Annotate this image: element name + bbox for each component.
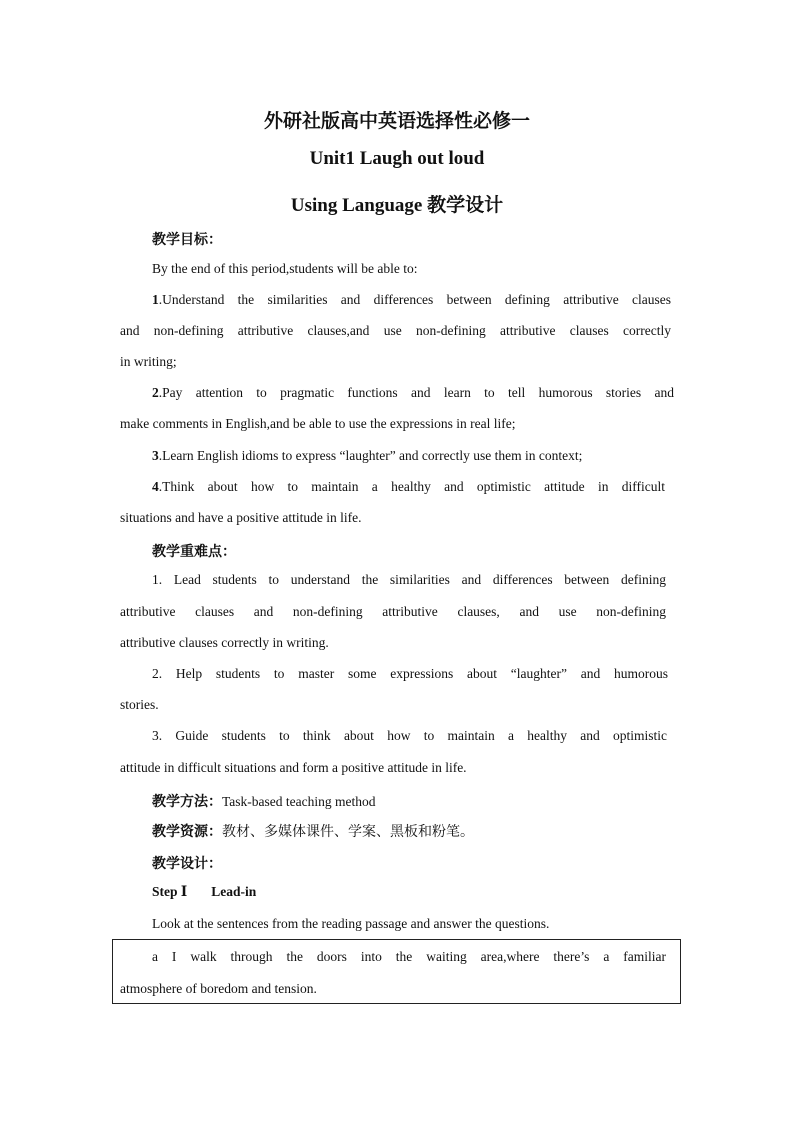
key-point-2-line-1: 2. Help students to master some expressions about “laughter” and humorous	[152, 666, 668, 681]
objectives-intro: By the end of this period,students will be able to:	[152, 261, 418, 276]
objective-1-number: 1	[152, 292, 159, 307]
key-point-1-line-3: attributive clauses correctly in writing.	[120, 635, 329, 650]
objective-4-line-2: situations and have a positive attitude in life.	[120, 510, 362, 525]
objective-4-line-1: 4.Think about how to maintain a healthy and optimistic attitude in difficult	[152, 479, 665, 494]
design-heading: 教学设计：	[152, 857, 222, 872]
sentence-box-line-1: a I walk through the doors into the waiting area,where there’s a familiar	[152, 949, 666, 964]
step-label: Step Ⅰ	[152, 884, 188, 899]
objective-1-line-1: 1.Understand the similarities and differences between defining attributive clauses	[152, 292, 671, 307]
resources-value: 教材、多媒体课件、学案、黑板和粉笔。	[222, 825, 474, 840]
key-point-2-line-2: stories.	[120, 697, 159, 712]
key-points-heading: 教学重难点：	[152, 545, 236, 560]
objective-2-line-2: make comments in English,and be able to use the expressions in real life;	[120, 416, 516, 431]
lead-in-instruction: Look at the sentences from the reading passage and answer the questions.	[152, 916, 550, 931]
step-title: Lead-in	[211, 884, 257, 899]
objective-3-line-1: 3.Learn English idioms to express “laughter” and correctly use them in context;	[152, 448, 583, 463]
method-label: 教学方法：	[152, 795, 222, 810]
objectives-heading: 教学目标：	[152, 233, 222, 248]
resources-label: 教学资源：	[152, 825, 222, 840]
document-title: 外研社版高中英语选择性必修一	[263, 111, 530, 132]
key-point-3-line-1: 3. Guide students to think about how to maintain a healthy and optimistic	[152, 728, 667, 743]
teaching-method	[152, 791, 376, 811]
lesson-title: Using Language 教学设计	[290, 195, 504, 216]
objective-2-line-1: 2.Pay attention to pragmatic functions and learn to tell humorous stories and	[152, 385, 674, 400]
step-1-heading	[152, 884, 256, 900]
method-value: Task-based teaching method	[222, 794, 376, 809]
objective-1-line-3: in writing;	[120, 354, 177, 369]
key-point-1-line-2: attributive clauses and non-defining attributive clauses, and use non-defining	[120, 604, 666, 619]
objective-2-number: 2	[152, 385, 159, 400]
sentence-box-line-2: atmosphere of boredom and tension.	[120, 981, 317, 996]
objective-1-line-2: and non-defining attributive clauses,and use non-defining attributive clauses correctly	[120, 323, 671, 338]
teaching-resources	[152, 821, 474, 841]
objective-3-number: 3	[152, 448, 159, 463]
key-point-3-line-2: attitude in difficult situations and form a positive attitude in life.	[120, 760, 467, 775]
key-point-1-line-1: 1. Lead students to understand the similarities and differences between defining	[152, 572, 666, 587]
objective-4-number: 4	[152, 479, 159, 494]
unit-title: Unit1 Laugh out loud	[309, 148, 485, 169]
